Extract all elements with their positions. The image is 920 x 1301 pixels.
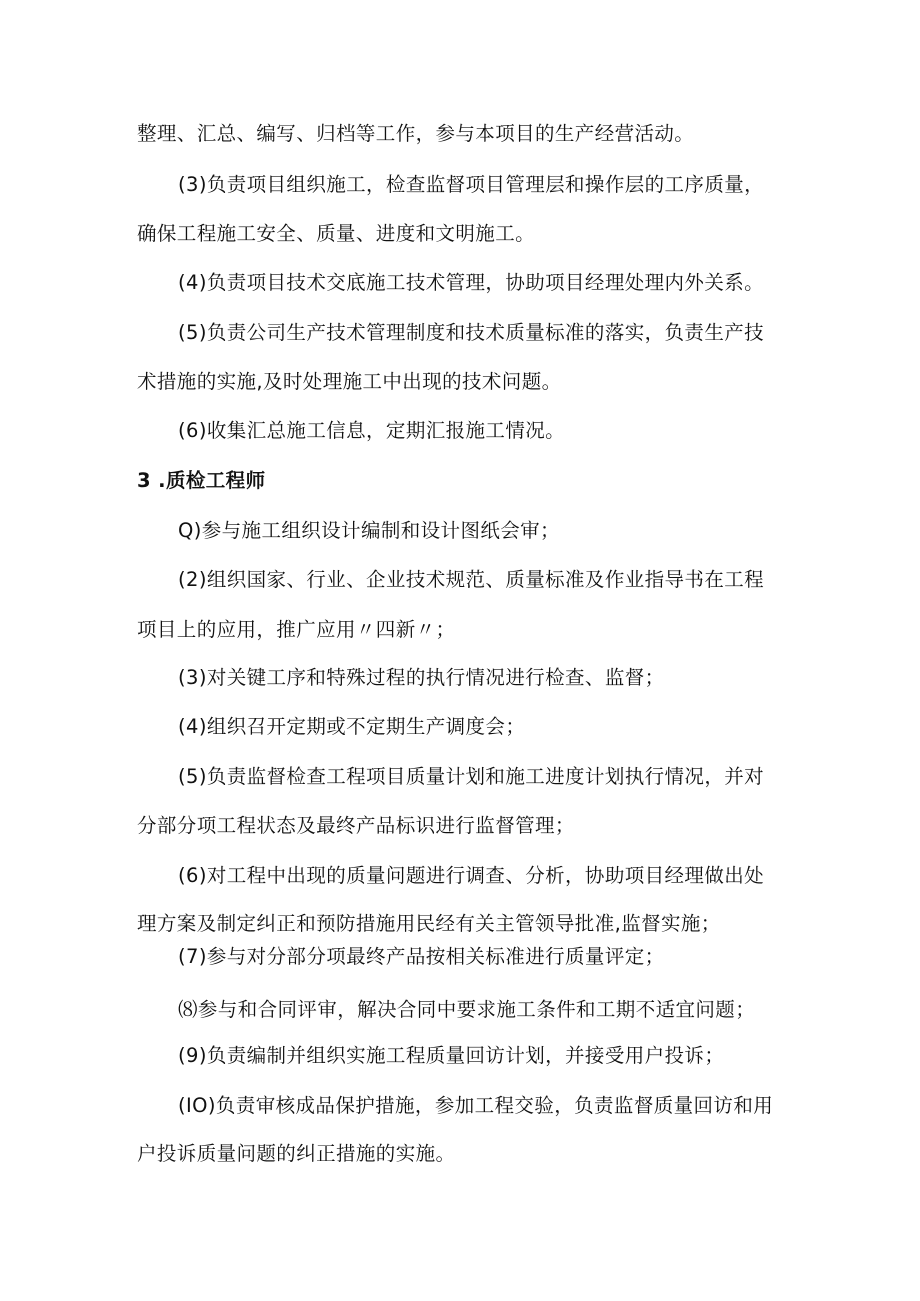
paragraph-line: (4)负责项目技术交底施工技术管理，协助项目经理处理内外关系。 [178,271,765,294]
paragraph-line: ⑻参与和合同评审，解决合同中要求施工条件和工期不适宜问题； [178,998,756,1021]
paragraph-line: (IO)负责审核成品保护措施，参加工程交验，负责监督质量回访和用 [178,1094,774,1117]
paragraph-line: (2)组织国家、行业、企业技术规范、质量标准及作业指导书在工程 [178,568,765,591]
paragraph-line: 整理、汇总、编写、归档等工作，参与本项目的生产经营活动。 [137,122,695,145]
paragraph-line: (5)负责公司生产技术管理制度和技术质量标准的落实，负责生产技 [178,321,765,344]
paragraph-line: (7)参与对分部分项最终产品按相关标准进行质量评定； [178,945,665,968]
paragraph-line: 确保工程施工安全、质量、进度和文明施工。 [137,222,536,245]
paragraph-line: (6)收集汇总施工信息，定期汇报施工情况。 [178,419,566,442]
paragraph-line: (5)负责监督检查工程项目质量计划和施工进度计划执行情况，并对 [178,765,765,788]
paragraph-line: 项目上的应用，推广应用〃四新〃； [137,618,456,641]
paragraph-line: 理方案及制定纠正和预防措施用民经有关主管领导批准,监督实施； [137,912,721,935]
paragraph-line: Q)参与施工组织设计编制和设计图纸会审； [178,519,560,542]
paragraph-line: (3)负责项目组织施工，检查监督项目管理层和操作层的工序质量， [178,173,765,196]
paragraph-line: (9)负责编制并组织实施工程质量回访计划，并接受用户投诉； [178,1044,725,1067]
paragraph-line: 分部分项工程状态及最终产品标识进行监督管理； [137,814,575,837]
paragraph-line: (4)组织召开定期或不定期生产调度会； [178,715,526,738]
paragraph-line: (3)对关键工序和特殊过程的执行情况进行检查、监督； [178,666,665,689]
paragraph-line: 术措施的实施,及时处理施工中出现的技术问题。 [137,370,562,393]
section-heading: 3 .质检工程师 [137,469,266,492]
paragraph-line: (6)对工程中出现的质量问题进行调查、分析，协助项目经理做出处 [178,864,765,887]
paragraph-line: 户投诉质量问题的纠正措施的实施。 [137,1142,456,1165]
